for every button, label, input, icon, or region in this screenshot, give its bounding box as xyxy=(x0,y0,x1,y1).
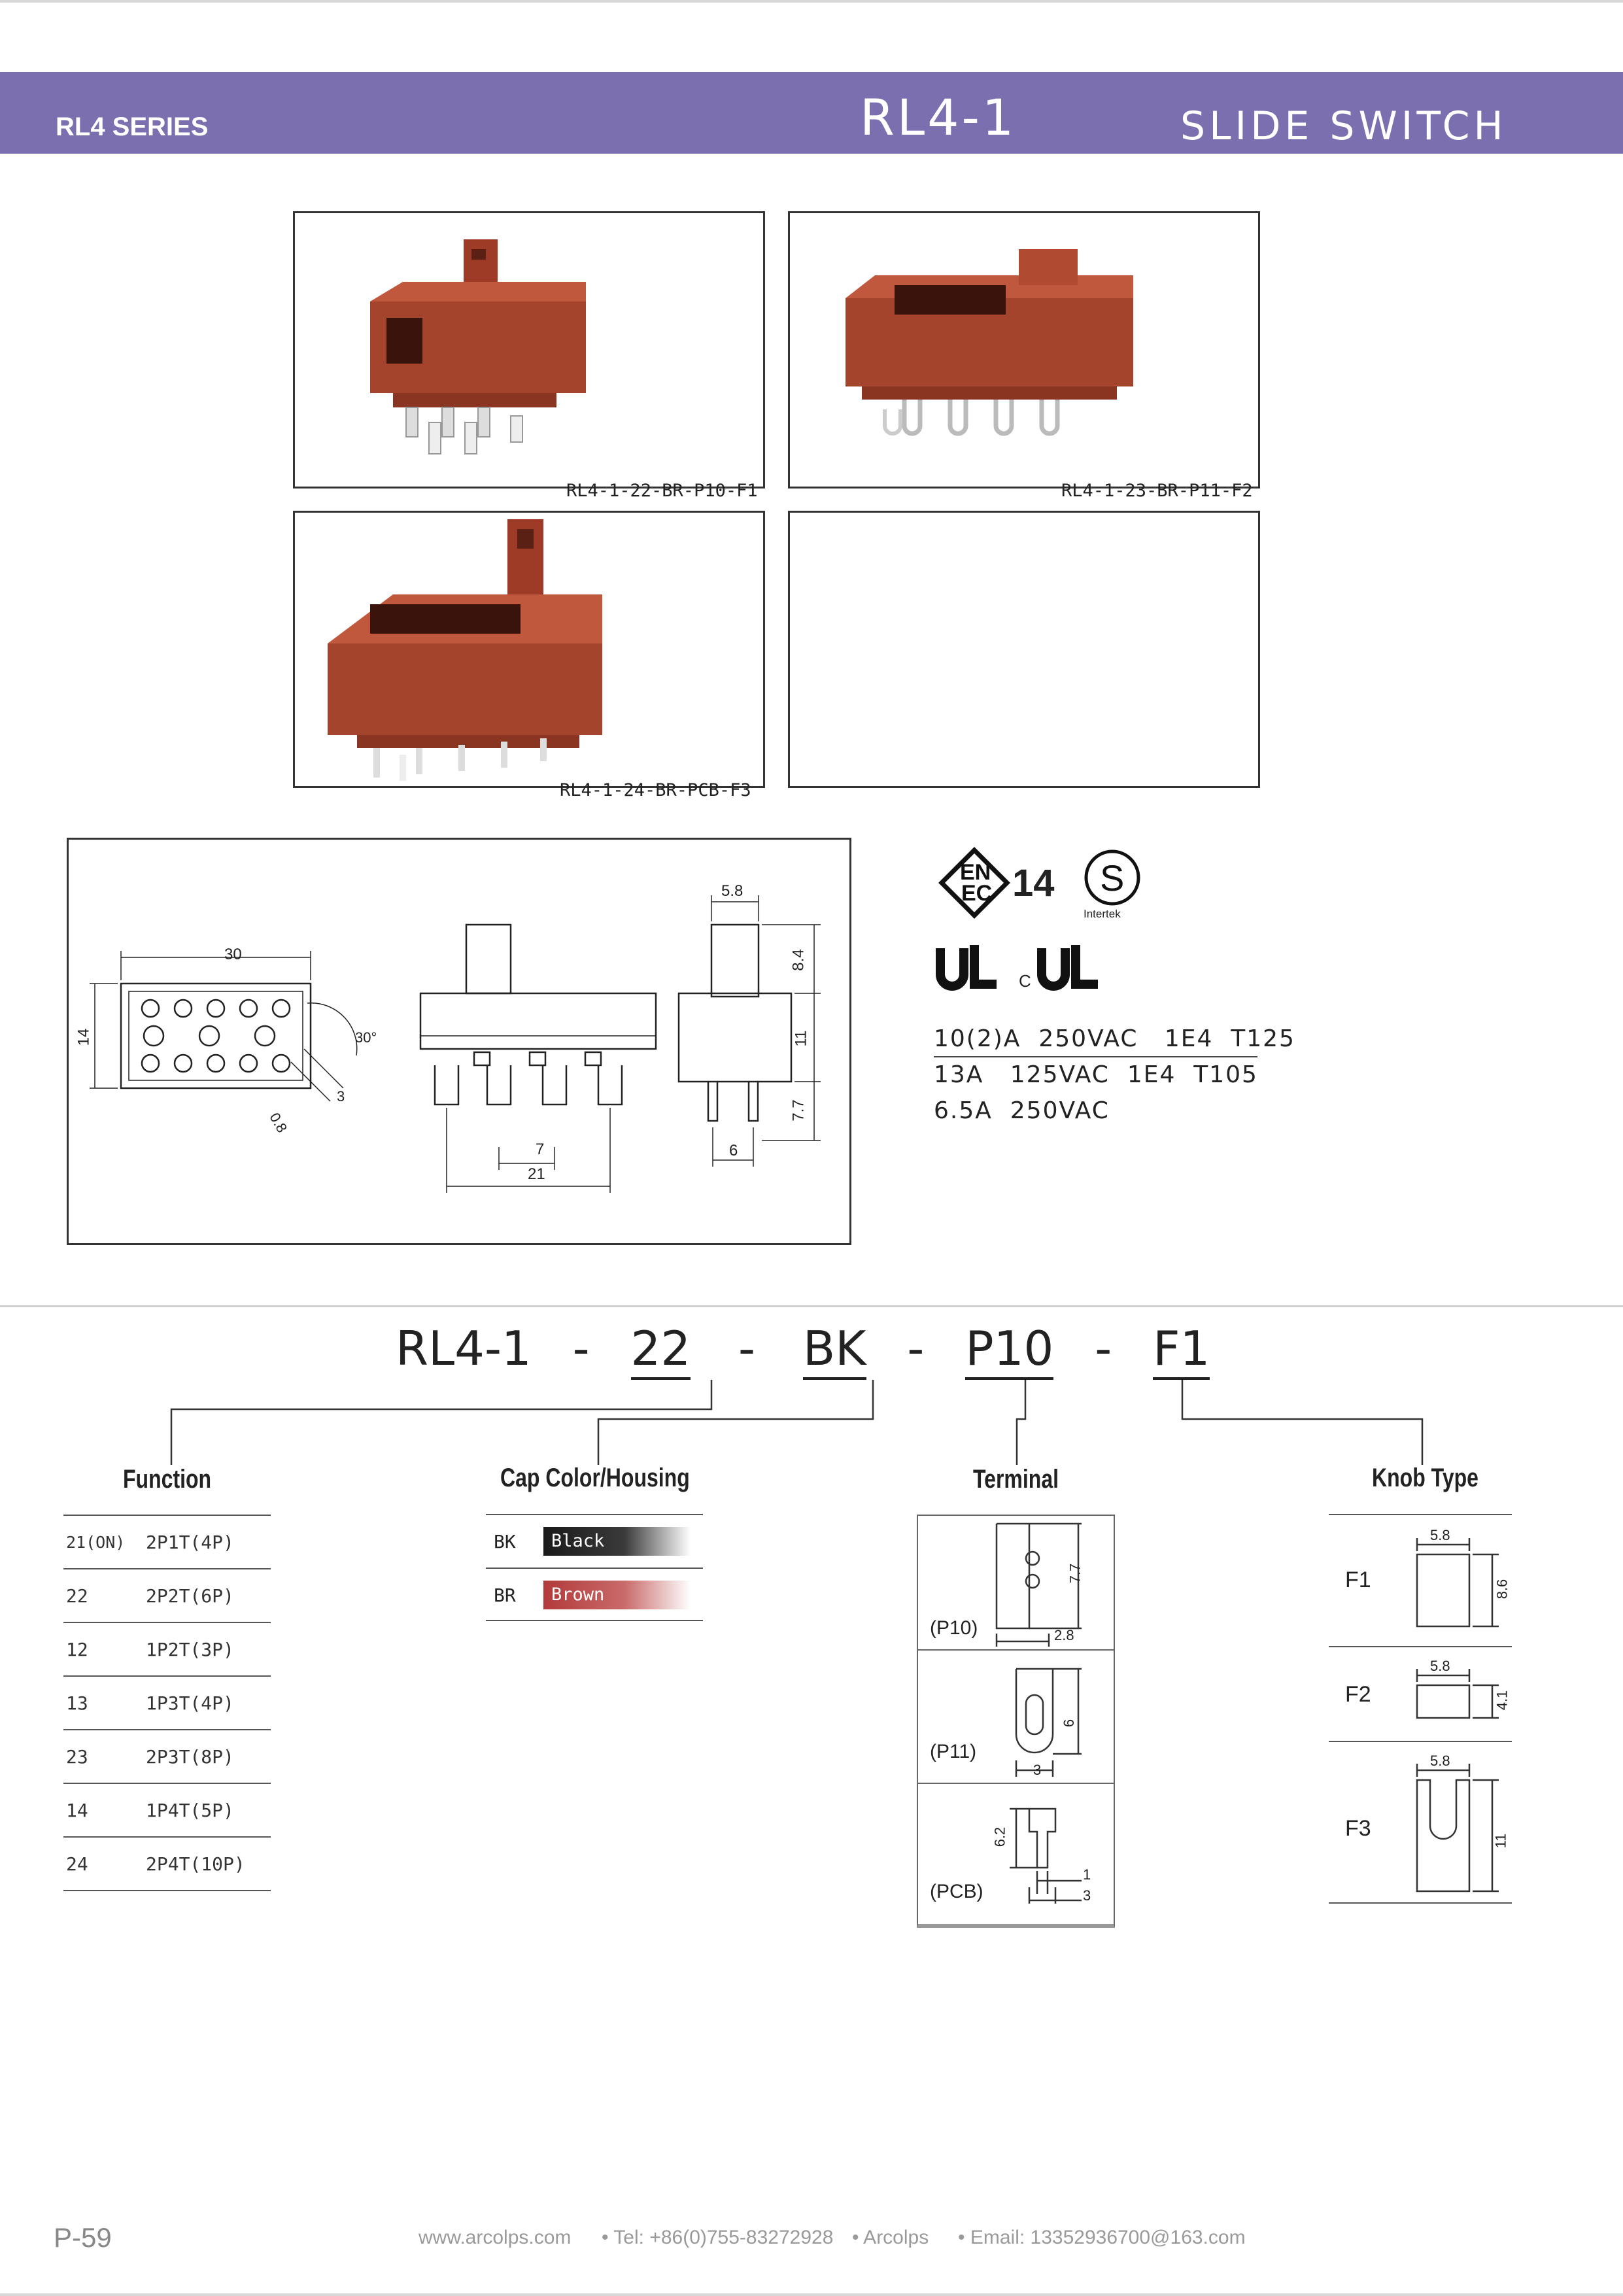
intertek-s-icon xyxy=(1082,849,1142,908)
photo-box-2 xyxy=(788,211,1260,501)
cap-color-title: Cap Color/Housing xyxy=(500,1464,690,1492)
function-table xyxy=(63,1515,271,1891)
table-row xyxy=(63,1783,271,1837)
f1-height: 8.6 xyxy=(1494,1579,1511,1600)
dim-terminal-height: 7.7 xyxy=(789,1099,808,1122)
dim-body-height: 11 xyxy=(792,1030,810,1047)
knob-f3 xyxy=(1329,1741,1512,1901)
f1-label: F1 xyxy=(1345,1568,1371,1592)
p11-label: (P11) xyxy=(930,1741,977,1762)
pcb-width-2: 3 xyxy=(1083,1887,1091,1904)
pn-sep-4: - xyxy=(1095,1321,1112,1376)
rating-rule xyxy=(934,1056,1257,1057)
function-code: 23 xyxy=(63,1730,145,1783)
terminal-p10 xyxy=(918,1516,1114,1651)
function-desc: 1P4T(5P) xyxy=(145,1783,271,1837)
function-title: Function xyxy=(123,1465,212,1494)
function-desc: 1P3T(4P) xyxy=(145,1676,271,1730)
pn-base: RL4-1 xyxy=(396,1321,532,1376)
table-row xyxy=(63,1515,271,1569)
pcb-label: (PCB) xyxy=(930,1881,983,1902)
page-header xyxy=(0,72,1623,154)
table-row xyxy=(63,1837,271,1891)
photo-box-1 xyxy=(293,211,765,501)
pcb-height: 6.2 xyxy=(991,1826,1008,1847)
p10-width: 2.8 xyxy=(1054,1627,1074,1643)
table-row xyxy=(63,1676,271,1730)
section-divider xyxy=(0,1305,1623,1307)
bottom-divider xyxy=(0,2293,1623,2296)
terminal-pcb xyxy=(918,1783,1114,1924)
f2-width: 5.8 xyxy=(1430,1658,1450,1674)
ul-marks xyxy=(934,942,1150,1001)
dim-height: 14 xyxy=(75,1028,93,1046)
f3-height: 11 xyxy=(1492,1833,1509,1849)
knob-table xyxy=(1329,1514,1512,1904)
footer-brand: • Arcolps xyxy=(852,2227,929,2248)
cap-code: BK xyxy=(494,1531,516,1552)
photo-model-1: RL4-1-22-BR-P10-F1 xyxy=(566,481,758,501)
cap-color-list xyxy=(486,1514,703,1621)
function-code: 22 xyxy=(63,1569,145,1622)
enec-icon xyxy=(935,847,1014,919)
svg-text:S: S xyxy=(1100,857,1125,899)
ul-c-label: C xyxy=(1019,971,1031,991)
function-desc: 2P3T(8P) xyxy=(145,1730,271,1783)
table-row xyxy=(63,1730,271,1783)
page-number: P-59 xyxy=(54,2222,112,2253)
footer-email[interactable]: • Email: 13352936700@163.com xyxy=(958,2227,1246,2248)
ul-c-recognized-icon xyxy=(1035,942,1107,994)
cap-name: Black xyxy=(551,1531,605,1551)
knob-f1 xyxy=(1329,1515,1512,1647)
dim-angle: 30° xyxy=(355,1029,377,1046)
table-row xyxy=(63,1622,271,1676)
terminal-p11 xyxy=(918,1649,1114,1784)
dim-knob-width: 5.8 xyxy=(721,882,743,900)
rating-line-2: 13A 125VAC 1E4 T105 xyxy=(934,1061,1258,1088)
function-code: 21(ON) xyxy=(63,1515,145,1569)
product-kind: SLIDE SWITCH xyxy=(1180,103,1507,149)
cap-code: BR xyxy=(494,1585,516,1606)
f2-label: F2 xyxy=(1345,1682,1371,1707)
function-code: 24 xyxy=(63,1837,145,1891)
part-number xyxy=(396,1321,1210,1376)
cap-name: Brown xyxy=(551,1585,605,1605)
ul-recognized-icon xyxy=(934,942,1006,994)
f1-width: 5.8 xyxy=(1430,1527,1450,1543)
knob-f2 xyxy=(1329,1646,1512,1742)
p10-height: 7.7 xyxy=(1067,1563,1084,1584)
dim-width: 30 xyxy=(224,946,242,963)
top-divider xyxy=(0,0,1623,3)
function-code: 14 xyxy=(63,1783,145,1837)
p11-width: 3 xyxy=(1033,1762,1042,1778)
knob-title: Knob Type xyxy=(1372,1464,1478,1492)
p10-label: (P10) xyxy=(930,1617,978,1639)
dim-span: 21 xyxy=(528,1165,545,1183)
table-row xyxy=(63,1569,271,1622)
photo-box-empty xyxy=(788,511,1260,788)
photo-model-2: RL4-1-23-BR-P11-F2 xyxy=(1061,481,1253,501)
pcb-width-1: 1 xyxy=(1083,1866,1091,1883)
dim-knob-height: 8.4 xyxy=(789,949,808,971)
f2-height: 4.1 xyxy=(1494,1690,1511,1711)
enec-number: 14 xyxy=(1012,862,1055,904)
intertek-mark xyxy=(1082,849,1148,924)
function-desc: 2P2T(6P) xyxy=(145,1569,271,1622)
svg-text:EN: EN xyxy=(960,860,991,885)
dim-pin-width: 3 xyxy=(337,1088,345,1105)
pn-terminal: P10 xyxy=(965,1321,1053,1380)
pn-color: BK xyxy=(803,1321,866,1380)
enec-mark xyxy=(935,847,1066,925)
pn-sep-1: - xyxy=(572,1321,590,1376)
footer-website[interactable]: www.arcolps.com xyxy=(419,2227,572,2248)
series-label: RL4 SERIES xyxy=(56,112,209,141)
function-code: 13 xyxy=(63,1676,145,1730)
function-code: 12 xyxy=(63,1622,145,1676)
model-title: RL4-1 xyxy=(860,88,1017,146)
list-item xyxy=(486,1568,703,1621)
dimension-drawing xyxy=(67,838,851,1245)
rating-line-3: 6.5A 250VAC xyxy=(934,1097,1110,1124)
terminal-panel xyxy=(917,1515,1115,1928)
f3-label: F3 xyxy=(1345,1816,1371,1841)
function-desc: 1P2T(3P) xyxy=(145,1622,271,1676)
p11-height: 6 xyxy=(1061,1719,1078,1728)
f3-width: 5.8 xyxy=(1430,1753,1450,1769)
dim-pin-thickness: 0.8 xyxy=(266,1110,291,1136)
pn-function: 22 xyxy=(631,1321,691,1380)
function-desc: 2P4T(10P) xyxy=(145,1837,271,1891)
function-desc: 2P1T(4P) xyxy=(145,1515,271,1569)
photo-model-3: RL4-1-24-BR-PCB-F3 xyxy=(560,780,751,800)
pn-sep-3: - xyxy=(907,1321,925,1376)
svg-text:EC: EC xyxy=(961,881,993,906)
dim-side-width: 6 xyxy=(729,1142,738,1159)
photo-box-3 xyxy=(293,511,765,800)
list-item xyxy=(486,1514,703,1568)
intertek-label: Intertek xyxy=(1084,908,1121,920)
pn-knob: F1 xyxy=(1153,1321,1210,1380)
terminal-title: Terminal xyxy=(973,1465,1059,1494)
footer-phone: • Tel: +86(0)755-83272928 xyxy=(602,2227,834,2248)
pn-sep-2: - xyxy=(738,1321,756,1376)
rating-line-1: 10(2)A 250VAC 1E4 T125 xyxy=(934,1025,1295,1052)
dim-pitch: 7 xyxy=(536,1140,545,1158)
